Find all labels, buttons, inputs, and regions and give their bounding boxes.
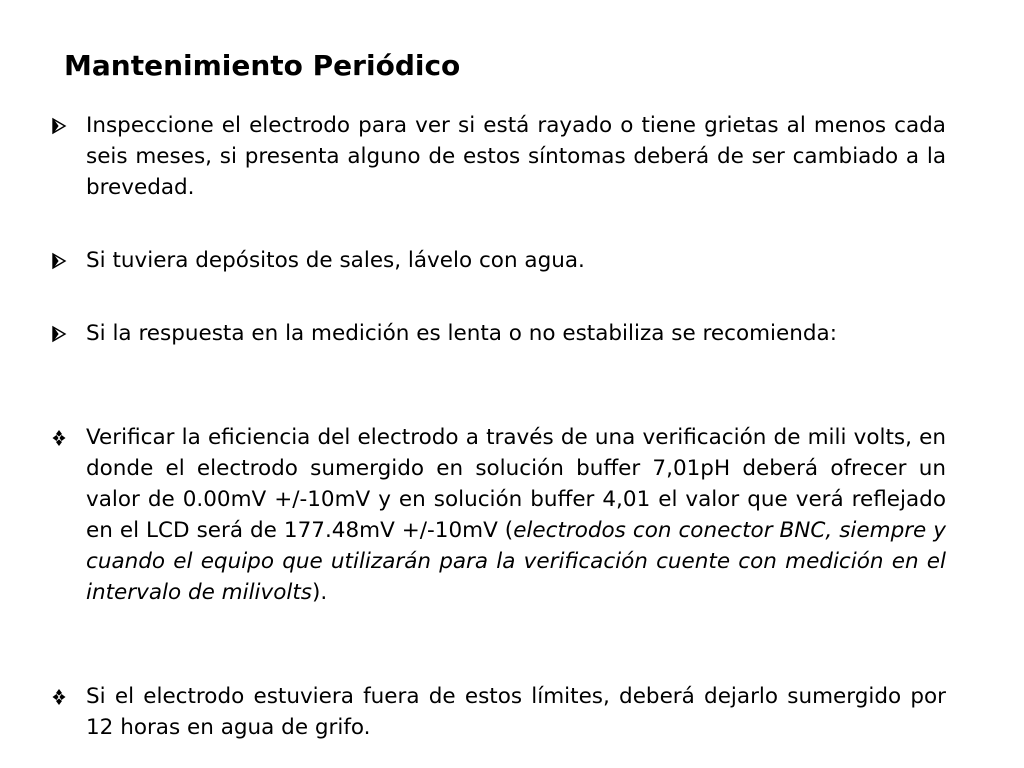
arrow-bullet-icon — [50, 245, 74, 276]
diamond-bullet-icon — [50, 422, 74, 453]
bullet-text: Si tuviera depósitos de sales, lávelo con agua. — [86, 248, 585, 273]
bullet-text: Inspeccione el electrodo para ver si está rayado o tiene grietas al menos cada seis meses, si presenta alguno de estos síntomas deberá de ser cambiado a la brevedad. — [86, 113, 946, 200]
arrow-bullet-icon — [50, 110, 74, 141]
slide-title: Mantenimiento Periódico — [64, 49, 461, 82]
arrow-bullet-icon — [50, 318, 74, 349]
bullet-text-regular: Verificar la eficiencia del electrodo a través de una verificación de mili volts, en donde el electrodo sumergido en solución buffer 7,01pH deberá ofrecer un valor de 0.00mV +/-10mV y en solución buffer 4,01 el valor que verá reflejado en el LCD será de 177.48mV +/-10mV ( — [86, 425, 946, 543]
bullet-item — [50, 681, 946, 743]
bullet-item — [50, 422, 946, 608]
bullet-text-end: ). — [312, 580, 328, 605]
bullet-text-italic: electrodos con conector BNC, siempre y cuando el equipo que utilizarán para la verificación cuente con medición en el intervalo de milivolts — [86, 518, 947, 605]
bullet-text: Si la respuesta en la medición es lenta o no estabiliza se recomienda: — [86, 321, 837, 346]
bullet-text — [86, 422, 946, 608]
bullet-item — [50, 245, 946, 276]
bullet-item — [50, 318, 946, 349]
bullet-text: Si el electrodo estuviera fuera de estos límites, deberá dejarlo sumergido por 12 horas en agua de grifo. — [86, 684, 946, 740]
diamond-bullet-icon — [50, 681, 74, 712]
bullet-item — [50, 110, 946, 203]
